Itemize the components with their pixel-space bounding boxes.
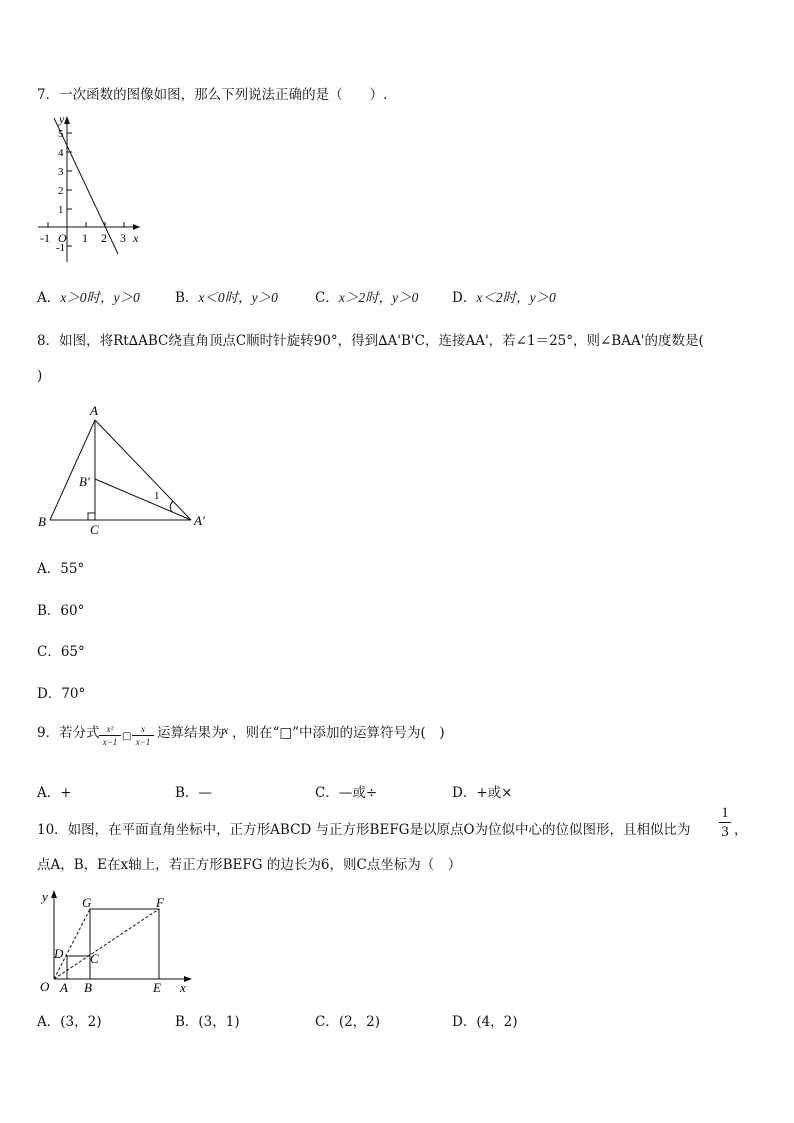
q9-option-d[interactable]: D．+或× <box>452 785 513 801</box>
q8-option-d[interactable]: D．70° <box>37 686 86 702</box>
q7-y-axis-arrow <box>64 116 70 124</box>
q10-label-d: D <box>54 946 64 961</box>
q9-frac1-numerator: x² <box>99 724 121 736</box>
q8-option-b[interactable]: B．60° <box>37 603 85 619</box>
q7-ytick-3: 3 <box>58 166 64 178</box>
q7-option-d-text: x＜2时，y＞0 <box>476 290 556 305</box>
q9-stem-pre: 9．若分式 <box>37 725 100 741</box>
q9-stem-post: 运算结果为 <box>157 725 225 741</box>
q10-stem-line1-end: ， <box>734 822 748 838</box>
q9-option-b[interactable]: B．— <box>175 785 212 801</box>
q10-ratio-fraction <box>719 804 731 841</box>
q10-label-f: F <box>156 895 164 910</box>
q8-label-a: A <box>90 403 98 418</box>
q7-option-d-letter: D． <box>452 290 477 306</box>
q10-label-x: x <box>180 980 186 995</box>
q7-ytick-5: 5 <box>58 128 64 140</box>
q7-xtick-2: 2 <box>101 231 107 245</box>
q8-rotation-figure <box>34 400 224 540</box>
q8-stem-line2: ) <box>37 368 43 384</box>
q7-ytick-1: 1 <box>58 204 64 216</box>
q7-origin-label: O <box>58 231 67 245</box>
q7-option-d[interactable] <box>452 286 556 306</box>
q8-label-b-prime: B′ <box>79 474 90 489</box>
q7-x-axis-arrow <box>133 224 140 230</box>
q8-side-ab <box>50 420 95 520</box>
q7-option-a[interactable] <box>37 286 140 306</box>
q7-linear-function-graph <box>36 112 148 264</box>
q9-fraction-2 <box>132 724 154 748</box>
q9-fraction-1 <box>99 724 121 748</box>
q9-frac2-numerator: x <box>132 724 154 736</box>
q10-homothety-figure <box>34 886 196 998</box>
q10-option-c[interactable]: C．(2，2) <box>315 1014 381 1030</box>
q10-label-g: G <box>82 895 92 910</box>
q8-right-angle-mark <box>88 513 95 520</box>
q8-option-a[interactable]: A．55° <box>37 561 85 577</box>
q7-ytick-neg1: -1 <box>56 242 66 254</box>
q10-option-a[interactable]: A．(3，2) <box>37 1014 102 1030</box>
q9-stem-end: ，则在“□”中添加的运算符号为( ) <box>232 725 445 741</box>
q7-option-b-text: x＜0时，y＞0 <box>198 290 278 305</box>
q7-y-label: y <box>59 112 65 126</box>
q7-option-c-text: x＞2时，y＞0 <box>338 290 419 305</box>
q7-ytick-4: 4 <box>58 147 64 159</box>
q10-stem-line2: 点A，B，E在x轴上，若正方形BEFG 的边长为6，则C点坐标为（ ） <box>37 857 462 873</box>
q8-label-b: B <box>38 514 46 529</box>
q7-stem: 7．一次函数的图像如图，那么下列说法正确的是（ ）. <box>37 87 388 103</box>
q9-result-var: x <box>223 723 229 737</box>
q10-label-o: O <box>40 979 50 994</box>
q7-option-c-letter: C． <box>315 290 339 306</box>
q7-ytick-2: 2 <box>58 185 64 197</box>
q8-side-aa-prime <box>95 420 191 520</box>
q9-frac1-denominator: x−1 <box>102 737 118 747</box>
q7-xtick-3: 3 <box>120 231 126 245</box>
q10-option-b[interactable]: B．(3，1) <box>175 1014 240 1030</box>
q10-dashed-of <box>54 909 159 979</box>
q7-option-a-text: x＞0时，y＞0 <box>60 290 140 305</box>
q8-label-angle1: 1 <box>154 490 160 502</box>
q8-option-c[interactable]: C．65° <box>37 644 85 660</box>
q10-square-befg <box>90 909 159 979</box>
q10-ratio-denominator: 3 <box>721 824 729 840</box>
q10-label-y: y <box>42 889 48 904</box>
q7-option-b[interactable] <box>175 286 278 306</box>
q8-angle1-arc <box>170 501 173 512</box>
q10-label-e: E <box>153 980 161 995</box>
q7-xtick-neg1: -1 <box>40 231 50 245</box>
q8-label-c: C <box>90 522 99 537</box>
q9-operator-box: □ <box>122 731 132 742</box>
q10-y-axis-arrow <box>51 890 57 898</box>
q10-label-c: C <box>90 951 99 966</box>
q7-xtick-1: 1 <box>82 231 88 245</box>
q10-label-a: A <box>60 980 68 995</box>
q10-label-b: B <box>84 980 92 995</box>
q9-frac2-denominator: x−1 <box>135 737 151 747</box>
q8-label-a-prime: A′ <box>194 513 205 528</box>
q10-ratio-numerator: 1 <box>719 804 731 823</box>
q7-option-b-letter: B． <box>175 290 199 306</box>
q8-side-bprime-aprime <box>95 479 191 520</box>
q9-option-c[interactable]: C．—或÷ <box>315 785 378 801</box>
q7-option-c[interactable] <box>315 286 418 306</box>
q8-stem-line1: 8．如图，将Rt∆ABC绕直角顶点C顺时针旋转90°，得到∆A'B'C，连接AA'，若∠1＝25°，则∠BAA'的度数是( <box>37 333 704 349</box>
q10-option-d[interactable]: D．(4，2) <box>452 1014 518 1030</box>
q7-x-label: x <box>133 231 139 245</box>
q10-dashed-og <box>54 909 90 979</box>
q9-option-a[interactable]: A．+ <box>37 785 72 801</box>
q10-stem-line1: 10．如图，在平面直角坐标中，正方形ABCD 与正方形BEFG是以原点O为位似中心的位似图形，且相似比为 <box>37 822 691 838</box>
q7-option-a-letter: A． <box>37 290 61 306</box>
